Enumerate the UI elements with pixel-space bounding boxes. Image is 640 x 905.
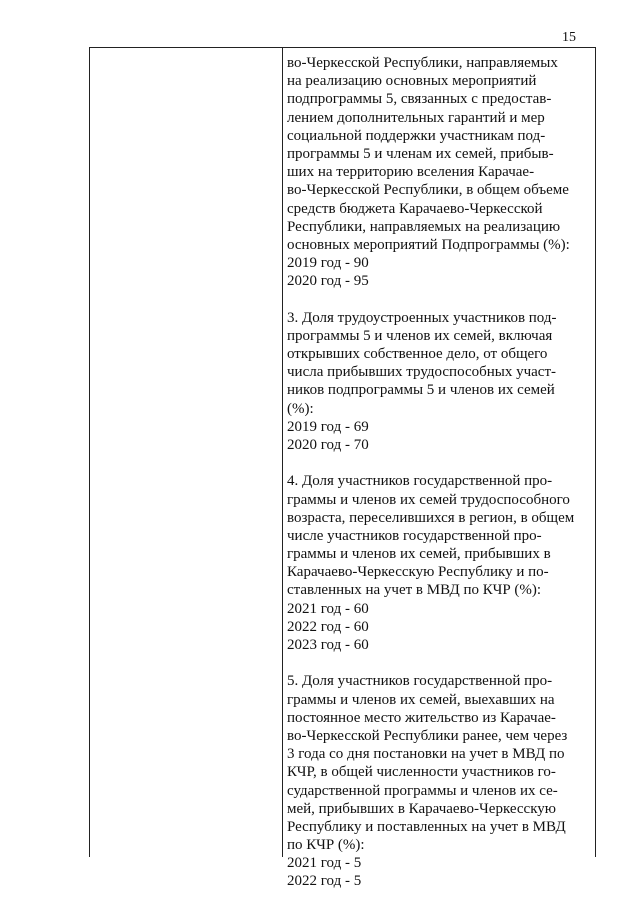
text-line: 2019 год - 90 [287, 255, 369, 272]
text-line: 2020 год - 95 [287, 273, 369, 290]
text-line: средств бюджета Карачаево-Черкесской [287, 200, 543, 217]
indicator-block [287, 672, 592, 890]
text-line: основных мероприятий Подпрограммы (%): [287, 236, 570, 253]
table-right-cell [287, 54, 592, 891]
text-line: ставленных на учет в МВД по КЧР (%): [287, 582, 542, 599]
indicators-table [89, 47, 596, 890]
text-line: 2022 год - 60 [287, 618, 369, 635]
indicator-block [287, 54, 592, 290]
text-line: граммы и членов их семей, выехавших на [287, 691, 555, 708]
text-line: числе участников государственной про- [287, 527, 542, 544]
text-line: подпрограммы 5, связанных с предостав- [287, 91, 552, 108]
text-line: 2021 год - 5 [287, 855, 362, 872]
indicator-block [287, 472, 592, 654]
text-line: Республику и поставленных на учет в МВД [287, 818, 566, 835]
text-line: 3 года со дня постановки на учет в МВД по [287, 746, 565, 763]
column-divider [282, 48, 283, 857]
text-line: 2023 год - 60 [287, 637, 369, 653]
text-line: 4. Доля участников государственной про- [287, 473, 553, 490]
block-spacer [287, 454, 592, 472]
text-line: 2022 год - 5 [287, 873, 362, 890]
text-line: программы 5 и членов их семей, включая [287, 327, 553, 344]
text-line: во-Черкесской Республики, направляемых [287, 55, 558, 71]
text-line: 2019 год - 69 [287, 418, 369, 435]
indicator-block [287, 309, 592, 455]
page-number: 15 [562, 30, 576, 45]
text-line: Карачаево-Черкесскую Республику и по- [287, 564, 549, 581]
text-line: граммы и членов их семей, прибывших в [287, 546, 551, 563]
text-line: мей, прибывших в Карачаево-Черкесскую [287, 800, 556, 817]
text-line: 2020 год - 70 [287, 436, 369, 453]
text-line: ших на территорию вселения Карачае- [287, 164, 535, 181]
text-line: ников подпрограммы 5 и членов их семей [287, 382, 555, 399]
text-line: Республики, направляемых на реализацию [287, 218, 561, 235]
text-line: по КЧР (%): [287, 837, 365, 854]
text-line: постоянное место жительство из Карачае- [287, 709, 556, 726]
text-line: программы 5 и членам их семей, прибыв- [287, 145, 554, 162]
text-line: открывших собственное дело, от общего [287, 346, 548, 362]
block-spacer [287, 654, 592, 672]
text-line: социальной поддержки участникам под- [287, 127, 546, 144]
text-line: на реализацию основных мероприятий [287, 73, 537, 90]
text-line: во-Черкесской Республики, в общем объеме [287, 182, 569, 199]
text-line: 5. Доля участников государственной про- [287, 673, 553, 690]
block-spacer [287, 290, 592, 308]
table-left-cell [90, 48, 282, 857]
text-line: лением дополнительных гарантий и мер [287, 109, 545, 126]
text-line: во-Черкесской Республики ранее, чем через [287, 727, 568, 744]
text-line: 3. Доля трудоустроенных участников под- [287, 309, 557, 326]
text-line: сударственной программы и членов их се- [287, 782, 558, 799]
text-line: возраста, переселившихся в регион, в общем [287, 509, 575, 526]
text-line: числа прибывших трудоспособных участ- [287, 364, 557, 381]
text-line: (%): [287, 400, 314, 417]
text-line: 2021 год - 60 [287, 600, 369, 617]
text-line: граммы и членов их семей трудоспособного [287, 491, 570, 508]
text-line: КЧР, в общей численности участников го- [287, 764, 556, 781]
